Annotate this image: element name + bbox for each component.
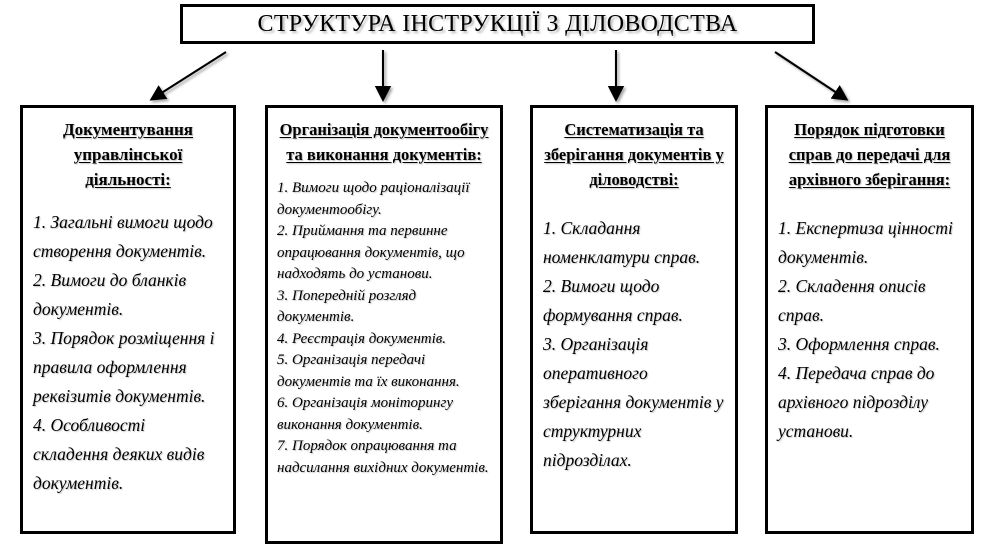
list-item: 4. Особливості складення деяких видів документів.: [33, 415, 205, 493]
list-item: 1. Експертиза цінності документів.: [778, 218, 953, 267]
list-item: 2. Вимоги щодо формування справ.: [543, 276, 683, 325]
arrow-to-column-1: [152, 52, 226, 99]
list-item: 7. Порядок опрацювання та надсилання вихідних документів.: [277, 438, 489, 476]
list-item: 4. Передача справ до архівного підрозділу установи.: [778, 363, 935, 441]
column-items-3: [533, 192, 735, 475]
list-item: 1. Складання номенклатури справ.: [543, 218, 701, 267]
column-header-1: Документування управлінської діяльності:: [62, 120, 194, 189]
arrow-to-column-4: [775, 52, 846, 99]
column-box-archive-transfer: [765, 105, 974, 534]
column-items-4: [768, 192, 971, 446]
list-item: 2. Складення описів справ.: [778, 276, 926, 325]
list-item: 2. Приймання та первинне опрацювання документів, що надходять до установи.: [277, 223, 465, 282]
list-item: 5. Організація передачі документів та їх виконання.: [277, 352, 460, 390]
column-box-documentation: [20, 105, 236, 534]
column-items-1: [23, 192, 233, 498]
column-header-4: Порядок підготовки справ до передачі для архівного зберігання:: [788, 120, 951, 189]
diagram-title-box: [180, 4, 815, 44]
list-item: 1. Вимоги щодо раціоналізації документообігу.: [277, 180, 470, 218]
column-box-systematization: [530, 105, 738, 534]
column-header-2: Організація документообігу та виконання документів:: [279, 120, 489, 164]
column-box-document-flow: [265, 105, 503, 544]
list-item: 3. Організація оперативного зберігання документів у структурних підрозділах.: [543, 334, 724, 470]
page-title: СТРУКТУРА ІНСТРУКЦІЇ З ДІЛОВОДСТВА: [257, 11, 738, 37]
list-item: 2. Вимоги до бланків документів.: [33, 270, 187, 319]
list-item: 3. Порядок розміщення і правила оформлення реквізитів документів.: [33, 328, 215, 406]
column-header-3: Систематизація та зберігання документів у діловодстві:: [544, 120, 724, 189]
list-item: 6. Організація моніторингу виконання документів.: [277, 395, 454, 433]
column-items-2: [268, 167, 500, 479]
list-item: 1. Загальні вимоги щодо створення документів.: [33, 212, 213, 261]
list-item: 4. Реєстрація документів.: [277, 330, 447, 347]
list-item: 3. Оформлення справ.: [778, 334, 940, 354]
list-item: 3. Попередній розгляд документів.: [277, 287, 417, 325]
